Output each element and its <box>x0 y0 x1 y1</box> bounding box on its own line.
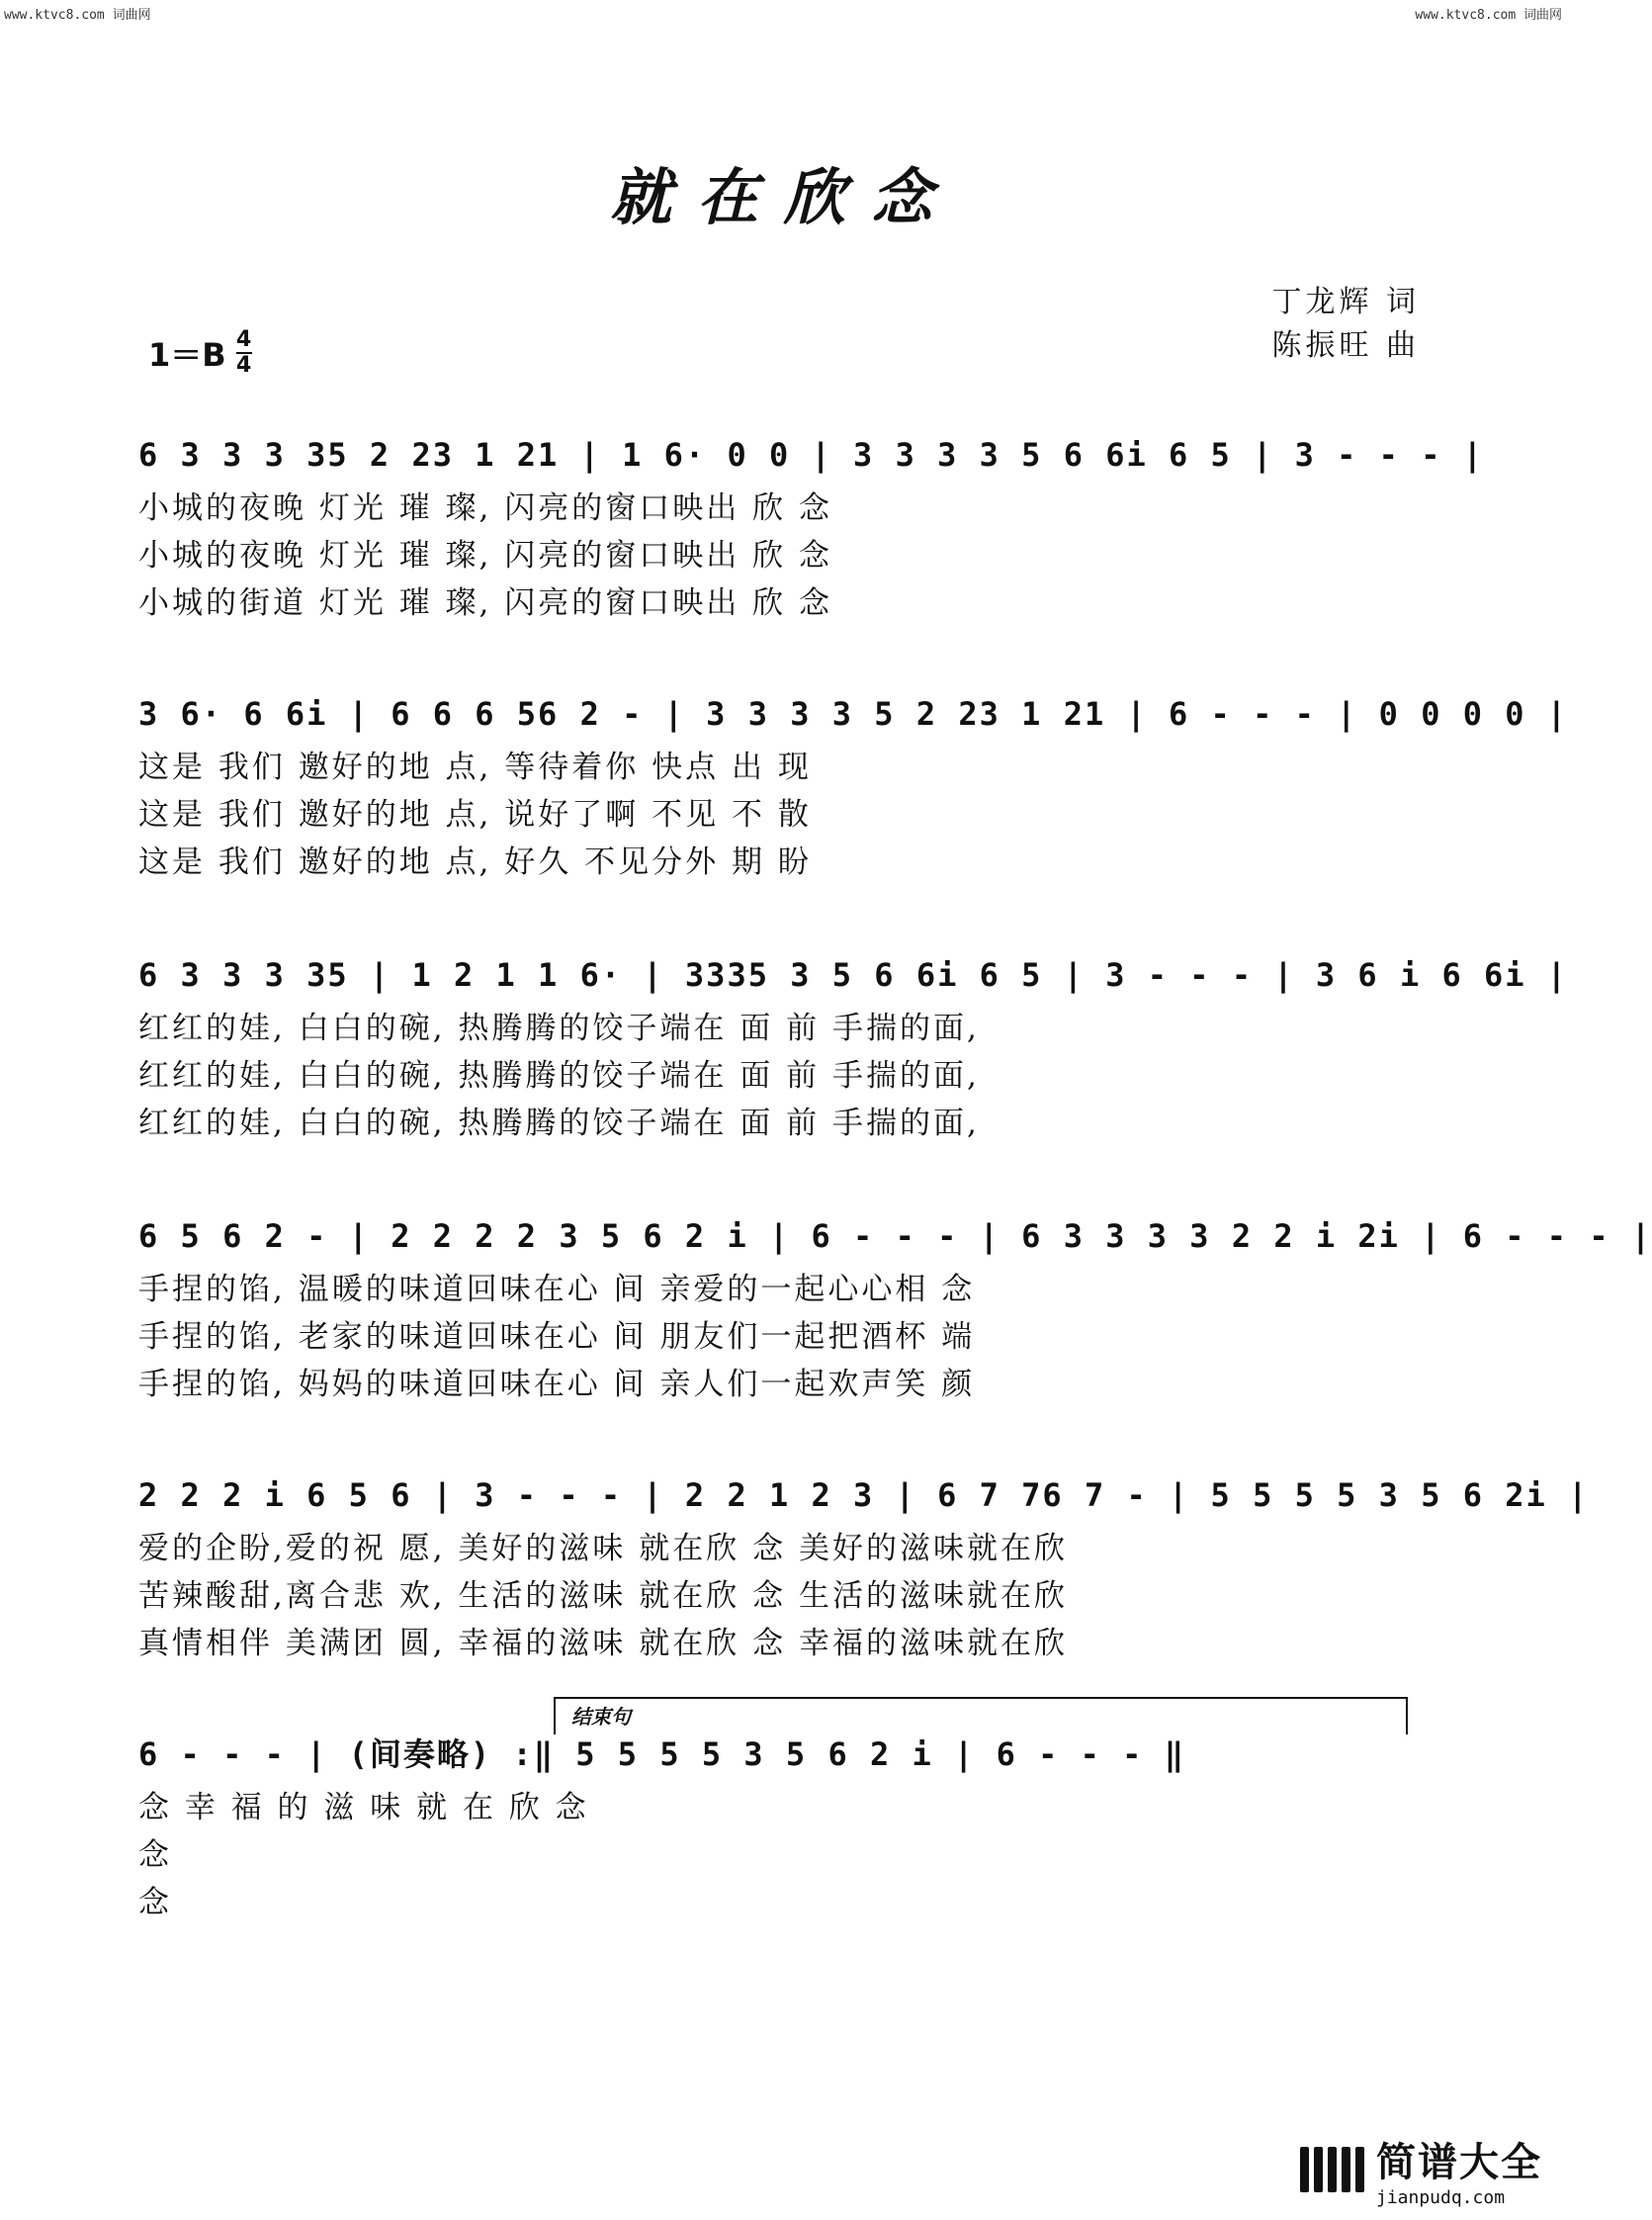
logo-text-cn: 简谱大全 <box>1376 2140 1542 2185</box>
key-signature <box>148 328 252 378</box>
score-system-5 <box>138 1465 1590 1667</box>
notation-line: 6 3 3 3 35 | 1 2 1 1 6· | 3335 3 5 6 6i 6 5 | 3 - - - | 3 6 i 6 6i | <box>138 956 1569 994</box>
lyric-verse-3: 念 <box>138 1885 172 1920</box>
lyric-verse-2: 手捏的馅, 老家的味道回味在心 间 朋友们一起把酒杯 端 <box>138 1319 976 1355</box>
lyric-verse-1: 爱的企盼,爱的祝 愿, 美好的滋味 就在欣 念 美好的滋味就在欣 <box>138 1531 1068 1566</box>
watermark-left: www.ktvc8.com 词曲网 <box>4 8 151 23</box>
time-signature <box>236 328 252 378</box>
score-system-6 <box>138 1725 1409 1926</box>
lyric-verse-1: 手捏的馅, 温暖的味道回味在心 间 亲爱的一起心心相 念 <box>138 1272 976 1307</box>
site-logo <box>1300 2131 1542 2208</box>
notation-line: 2 2 2 i 6 5 6 | 3 - - - | 2 2 1 2 3 | 6 7 76 7 - | 5 5 5 5 3 5 6 2i | <box>138 1476 1590 1514</box>
lyric-verse-1: 小城的夜晚 灯光 璀 璨, 闪亮的窗口映出 欣 念 <box>138 490 832 526</box>
watermark-right: www.ktvc8.com 词曲网 <box>1415 8 1562 23</box>
ending-label: 结束句 <box>571 1705 631 1729</box>
time-unit: 4 <box>236 353 252 378</box>
notation-line: 6 - - - | (间奏略) :‖ 5 5 5 5 3 5 6 2 i | 6 - - - ‖ <box>138 1735 1185 1773</box>
key-label: 1＝B <box>148 336 226 374</box>
lyric-verse-2: 红红的娃, 白白的碗, 热腾腾的饺子端在 面 前 手揣的面, <box>138 1058 980 1094</box>
lyric-verse-2: 这是 我们 邀好的地 点, 说好了啊 不见 不 散 <box>138 797 812 833</box>
lyric-verse-2: 小城的夜晚 灯光 璀 璨, 闪亮的窗口映出 欣 念 <box>138 538 832 574</box>
song-title: 就在欣念 <box>609 161 958 233</box>
notation-line: 6 5 6 2 - | 2 2 2 2 3 5 6 2 i | 6 - - - | 6 3 3 3 3 2 2 i 2i | 6 - - - | <box>138 1217 1652 1255</box>
logo-text-en: jianpudq.com <box>1376 2187 1506 2208</box>
composer-credit: 陈振旺 曲 <box>1271 328 1420 363</box>
lyric-verse-2: 苦辣酸甜,离合悲 欢, 生活的滋味 就在欣 念 生活的滋味就在欣 <box>138 1578 1068 1614</box>
notation-line: 3 6· 6 6i | 6 6 6 56 2 - | 3 3 3 3 5 2 23 1 21 | 6 - - - | 0 0 0 0 | <box>138 695 1569 733</box>
time-beats: 4 <box>236 327 252 352</box>
lyric-verse-1: 这是 我们 邀好的地 点, 等待着你 快点 出 现 <box>138 750 812 785</box>
lyric-verse-2: 念 <box>138 1837 172 1873</box>
piano-keys-icon <box>1300 2147 1364 2192</box>
score-system-4 <box>138 1206 1652 1408</box>
lyric-verse-3: 手捏的馅, 妈妈的味道回味在心 间 亲人们一起欢声笑 颜 <box>138 1367 976 1402</box>
lyricist-credit: 丁龙辉 词 <box>1271 285 1420 319</box>
lyric-verse-3: 红红的娃, 白白的碗, 热腾腾的饺子端在 面 前 手揣的面, <box>138 1106 980 1141</box>
lyric-verse-3: 真情相伴 美满团 圆, 幸福的滋味 就在欣 念 幸福的滋味就在欣 <box>138 1626 1068 1661</box>
lyric-verse-1: 红红的娃, 白白的碗, 热腾腾的饺子端在 面 前 手揣的面, <box>138 1011 980 1046</box>
credits <box>1271 281 1420 368</box>
score-system-2 <box>138 684 1569 886</box>
lyric-verse-3: 这是 我们 邀好的地 点, 好久 不见分外 期 盼 <box>138 844 812 880</box>
score-system-3 <box>138 945 1569 1147</box>
notation-line: 6 3 3 3 35 2 23 1 21 | 1 6· 0 0 | 3 3 3 3 5 6 6i 6 5 | 3 - - - | <box>138 436 1484 474</box>
lyric-verse-1: 念 幸 福 的 滋 味 就 在 欣 念 <box>138 1790 589 1825</box>
score-system-1 <box>138 425 1484 627</box>
lyric-verse-3: 小城的街道 灯光 璀 璨, 闪亮的窗口映出 欣 念 <box>138 585 832 621</box>
